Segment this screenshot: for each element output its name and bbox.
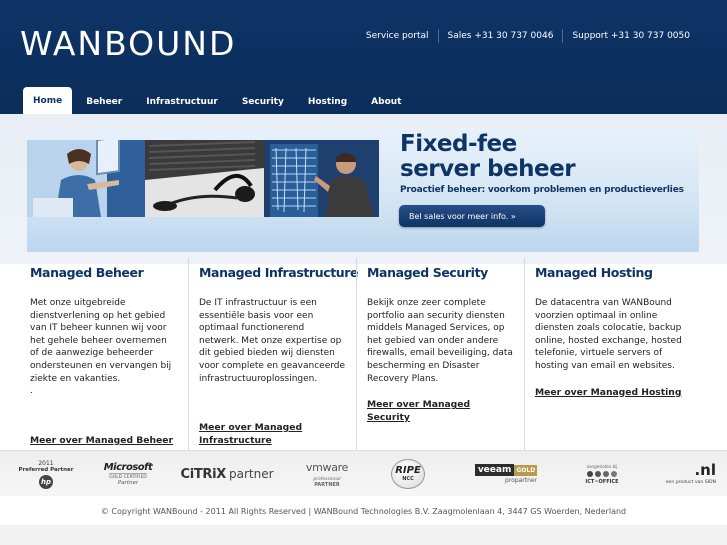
column-managed-infrastructure xyxy=(188,258,359,450)
column-title: Managed Infrastructure xyxy=(199,265,359,280)
column-managed-beheer xyxy=(20,258,188,450)
column-extra: . xyxy=(30,386,33,397)
logo-text: WANBOUND xyxy=(20,23,237,63)
hp-partner-text: Preferred Partner xyxy=(18,466,74,473)
veeam-gold: GOLD xyxy=(516,466,536,474)
tab-home[interactable]: Home xyxy=(23,87,72,115)
top-navigation xyxy=(357,29,699,43)
column-body: De datacentra van WANBound voorzien optimaal in online diensten zoals colocatie, backup online, hosted exchange, hosted telefonie, virtuele servers of hosting van email en websites. xyxy=(535,298,682,371)
tab-hosting[interactable]: Hosting xyxy=(307,96,348,107)
service-portal-link[interactable]: Service portal xyxy=(365,31,429,41)
hp-partner-logo[interactable] xyxy=(18,451,74,497)
banner-title-line1: Fixed-fee xyxy=(400,131,517,157)
banner-photo-office xyxy=(27,140,145,217)
sidn-mark: .nl xyxy=(694,461,716,479)
service-columns xyxy=(20,258,709,450)
column-title: Managed Beheer xyxy=(30,265,144,280)
footer-copyright: © Copyright WANBound - 2011 All Rights Reserved | WANBound Technologies B.V. Zaagmolenlaan 4, 3447 GS Woerden, Nederland xyxy=(100,507,627,516)
vmware-professional: professional xyxy=(313,476,341,482)
column-managed-hosting xyxy=(524,258,692,450)
banner-title-line2: server beheer xyxy=(400,156,576,182)
tab-infrastructuur[interactable]: Infrastructuur xyxy=(146,96,218,107)
ripe-sub: NCC xyxy=(402,476,414,482)
office-photo-image xyxy=(27,140,145,217)
microsoft-name: Microsoft xyxy=(103,462,153,473)
sidn-logo[interactable] xyxy=(652,451,716,497)
more-managed-security-link[interactable]: Meer over Managed Security xyxy=(367,399,471,424)
vmware-name: vmware xyxy=(305,460,349,474)
banner-subtitle: Proactief beheer: voorkom problemen en productieverlies xyxy=(400,185,684,195)
veeam-badge-row xyxy=(475,464,537,476)
ict-office-name: ICT~OFFICE xyxy=(585,478,619,485)
ict-office-logo[interactable] xyxy=(574,451,630,497)
banner-photo-headset xyxy=(145,140,264,217)
ripe-badge xyxy=(391,459,425,489)
main-tabs xyxy=(23,87,415,115)
headset-photo-image xyxy=(145,140,264,217)
hp-icon: hp xyxy=(39,475,53,489)
veeam-name: veeam xyxy=(475,464,515,476)
microsoft-partner-logo[interactable] xyxy=(102,451,154,497)
sales-phone-link[interactable]: Sales +31 30 737 0046 xyxy=(447,31,554,41)
tab-security[interactable]: Security xyxy=(241,96,284,107)
ripe-name: RIPE xyxy=(395,465,421,476)
citrix-suffix: partner xyxy=(229,467,274,481)
ict-office-dots xyxy=(587,471,617,477)
more-managed-beheer-link[interactable]: Meer over Managed Beheer xyxy=(30,435,174,446)
more-managed-hosting-link[interactable]: Meer over Managed Hosting xyxy=(535,386,682,398)
contact-sales-button[interactable]: Bel sales voor meer info. » xyxy=(399,205,545,227)
sidn-line: een product van SIDN xyxy=(665,480,716,485)
footer-bottom-bar xyxy=(0,525,727,545)
partner-logos-strip xyxy=(0,450,727,496)
tab-beheer[interactable]: Beheer xyxy=(86,96,123,107)
veeam-propartner: propartner xyxy=(504,477,538,484)
banner-photo-server xyxy=(264,140,379,217)
citrix-name: CiTRiX xyxy=(180,466,227,482)
more-managed-infrastructure-link[interactable]: Meer over Managed Infrastructure xyxy=(199,422,303,446)
column-title: Managed Hosting xyxy=(535,265,653,280)
wanbound-logo[interactable] xyxy=(20,24,236,62)
veeam-partner-logo[interactable] xyxy=(468,451,544,497)
citrix-partner-logo[interactable] xyxy=(180,451,274,497)
support-phone-link[interactable]: Support +31 30 737 0050 xyxy=(572,31,690,41)
banner-title xyxy=(400,132,575,182)
hp-year: 2011 xyxy=(38,459,54,467)
vmware-partner: PARTNER xyxy=(314,481,340,488)
microsoft-gold: GOLD CERTIFIED xyxy=(109,475,147,480)
column-title: Managed Security xyxy=(367,265,488,280)
hero-banner[interactable] xyxy=(27,128,699,252)
column-body: De IT infrastructuur is een essentiële basis voor een optimaal functionerend netwerk. Met onze expertise op dit gebied bieden wij diensten voor complete en geavanceerde infrastructuuroplossingen. xyxy=(199,298,346,384)
tab-about[interactable]: About xyxy=(371,96,402,107)
column-body: Bekijk onze zeer complete portfolio aan security diensten middels Managed Services, op het gebied van onder andere firewalls, email beveiliging, data bescherming en Disaster Recovery Plans. xyxy=(367,298,513,384)
ripe-ncc-logo[interactable] xyxy=(390,451,426,497)
microsoft-partner: Partner xyxy=(117,480,139,486)
column-body: Met onze uitgebreide dienstverlening op het gebied van IT beheer kunnen wij voor het gehele beheer overnemen of de aanwezige beheerder ondersteunen en vervangen bij ziekte en vakanties. xyxy=(30,298,172,384)
column-managed-security xyxy=(356,258,524,450)
server-photo-image xyxy=(264,140,379,217)
vmware-partner-logo[interactable] xyxy=(294,451,360,497)
ict-office-top: aangesloten bij xyxy=(586,463,618,469)
